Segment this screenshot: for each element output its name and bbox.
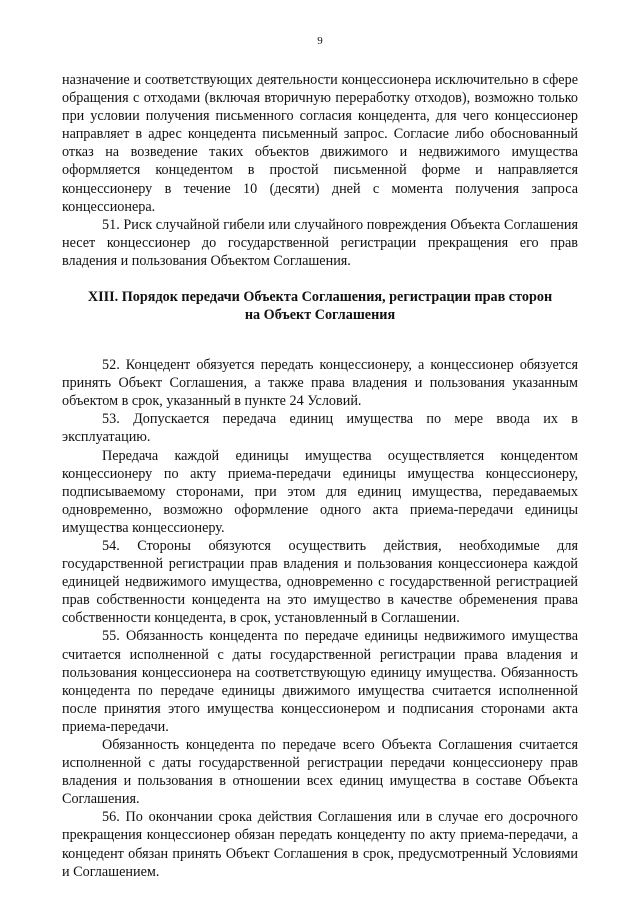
paragraph-52: 52. Концедент обязуется передать концессионеру, а концессионер обязуется принять Объект Соглашения, а также права владения и пользования указанным объектом в срок, указанный в пункте 24 Условий. bbox=[62, 357, 578, 410]
paragraph-54: 54. Стороны обязуются осуществить действия, необходимые для государственной регистрации прав владения и пользования концессионера каждой единицей недвижимого имущества, одновременно с государственной регистрацией прав собственности концедента на это имущество в качестве обременения права собственности концедента, в срок, установленный в Соглашении. bbox=[62, 537, 578, 627]
paragraph-53-transfer: Передача каждой единицы имущества осуществляется концедентом концессионеру по акту приема-передачи единицы имущества концессионеру, подписываемому сторонами, при этом для единиц имущества, передаваемых одновременно, возможно оформление одного акта приема-передачи единицы имущества концессионеру. bbox=[62, 447, 578, 536]
document-body bbox=[62, 71, 578, 881]
section-heading-line-2: на Объект Соглашения bbox=[244, 307, 396, 324]
paragraph-53: 53. Допускается передача единиц имущества по мере ввода их в эксплуатацию. bbox=[62, 411, 578, 446]
page-number: 9 bbox=[317, 35, 323, 47]
paragraph-continuation: назначение и соответствующих деятельности концессионера исключительно в сфере обращения с отходами (включая вторичную переработку отходов), возможно только при условии получения письменного согласия концедента, для чего концессионер направляет в адрес концедента письменный запрос. Согласие либо обоснованный отказ на возведение таких объектов движимого и недвижимого имущества оформляется концедентом в простой письменной форме и направляется концессионеру в течение 10 (десяти) дней с момента получения запроса концессионера. bbox=[62, 72, 578, 215]
paragraph-55-object: Обязанность концедента по передаче всего Объекта Соглашения считается исполненной с даты государственной регистрации передачи концессионеру прав владения и пользования в отношении всех единиц имущества в составе Объекта Соглашения. bbox=[62, 737, 578, 808]
paragraph-55: 55. Обязанность концедента по передаче единицы недвижимого имущества считается исполненной с даты государственной регистрации права владения и пользования концессионера на соответствующую единицу имущества. Обязанность концедента по передаче единицы движимого имущества считается исполненной после принятия этого имущества концессионером и подписания сторонами акта приема-передачи. bbox=[62, 628, 578, 735]
section-heading bbox=[62, 288, 578, 324]
section-heading-line-1: XIII. Порядок передачи Объекта Соглашения, регистрации прав сторон bbox=[87, 289, 553, 306]
paragraph-51: 51. Риск случайной гибели или случайного повреждения Объекта Соглашения несет концессионер до государственной регистрации прекращения его прав владения и пользования Объектом Соглашения. bbox=[62, 216, 578, 269]
paragraph-56: 56. По окончании срока действия Соглашения или в случае его досрочного прекращения концессионер обязан передать концеденту по акту приема-передачи, а концедент обязан принять Объект Соглашения в срок, предусмотренный Условиями и Соглашением. bbox=[62, 809, 578, 880]
